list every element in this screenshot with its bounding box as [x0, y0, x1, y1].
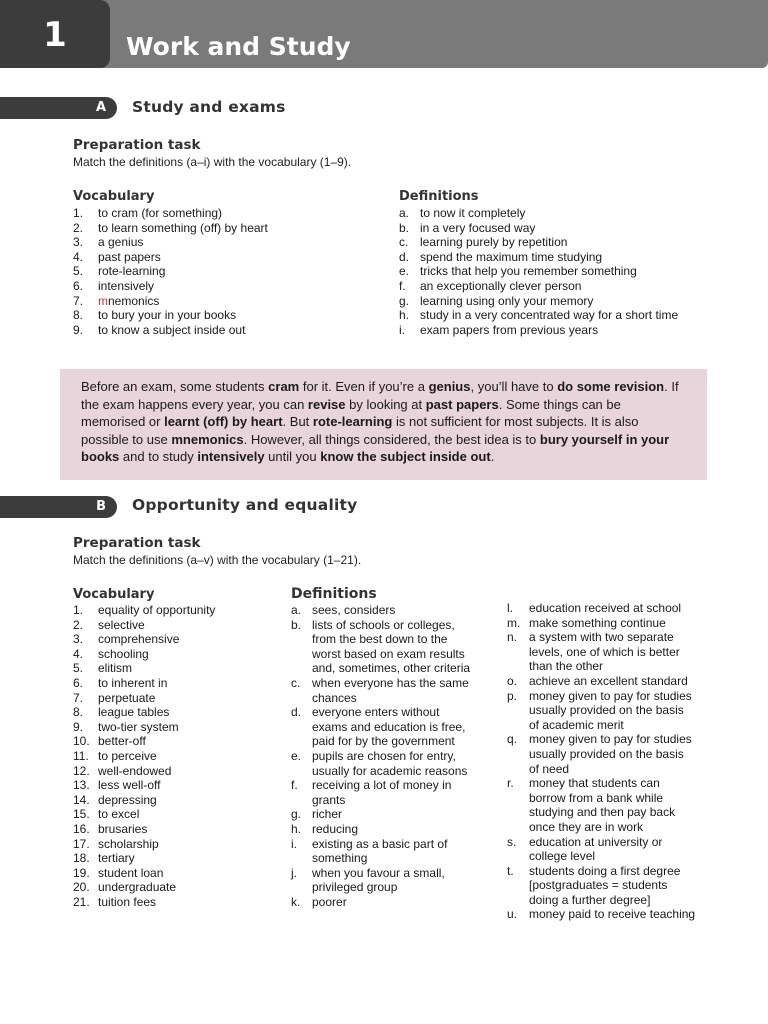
- list-item: [507, 689, 697, 733]
- item-text: education received at school: [529, 601, 682, 615]
- item-number: 13.: [73, 778, 90, 793]
- item-text: undergraduate: [98, 880, 177, 895]
- paragraph-text: Before an exam, some students: [81, 379, 269, 394]
- list-item: [73, 676, 273, 691]
- item-number: 2.: [73, 617, 84, 632]
- item-text: schooling: [98, 646, 149, 661]
- item-number: 14.: [73, 792, 90, 807]
- list-item: [73, 250, 373, 265]
- section-b-task-title: Preparation task: [73, 535, 201, 551]
- item-number: 8.: [73, 705, 84, 720]
- section-a-definitions-heading: Definitions: [399, 189, 479, 204]
- list-item: [291, 749, 476, 778]
- item-number: 19.: [73, 865, 90, 880]
- list-item: [73, 264, 373, 279]
- section-b-definitions-list-2: [507, 601, 697, 922]
- list-item: [73, 880, 273, 895]
- item-number: u.: [507, 907, 518, 922]
- list-item: [507, 630, 697, 674]
- item-text: comprehensive: [98, 632, 180, 647]
- list-item: [507, 674, 697, 689]
- bold-term: mnemonics: [171, 431, 244, 447]
- item-text: league tables: [98, 705, 170, 720]
- item-text: depressing: [98, 792, 157, 807]
- item-number: 9.: [73, 322, 84, 337]
- item-number: 11.: [73, 748, 89, 763]
- list-item: [73, 793, 273, 808]
- list-item: [73, 705, 273, 720]
- list-item: [507, 907, 697, 922]
- paragraph-text: . If the exam happens every year, you can: [81, 379, 679, 412]
- bold-term: do some revision: [557, 379, 665, 394]
- bold-term: intensively: [197, 449, 265, 465]
- bold-term: bury yourself in your books: [81, 431, 670, 465]
- list-item: [291, 866, 476, 895]
- bold-term: rote-learning: [312, 414, 393, 430]
- chapter-title: Work and Study: [126, 32, 351, 61]
- item-text: when everyone has the same chances: [312, 675, 469, 705]
- item-number: 17.: [73, 836, 90, 851]
- item-text: poorer: [312, 894, 347, 909]
- list-item: [73, 807, 273, 822]
- paragraph-text: by looking at: [345, 396, 426, 412]
- chapter-number: 1: [0, 0, 110, 68]
- item-text: exam papers from previous years: [420, 322, 599, 337]
- item-text: to bury your in your books: [98, 308, 237, 323]
- list-item: [291, 676, 476, 705]
- list-item: [399, 235, 689, 250]
- item-text: to cram (for something): [98, 206, 223, 220]
- item-number: e.: [291, 748, 302, 763]
- list-item: [399, 323, 689, 338]
- bold-term: past papers: [425, 396, 499, 412]
- item-number: 12.: [73, 763, 90, 778]
- item-number: l.: [507, 601, 513, 615]
- item-number: 1.: [73, 206, 84, 220]
- item-text: pupils are chosen for entry, usually for academic reasons: [312, 748, 468, 778]
- item-number: f.: [291, 778, 298, 793]
- item-number: 4.: [73, 249, 84, 264]
- list-item: [73, 206, 373, 221]
- list-item: [73, 603, 273, 618]
- item-text: past papers: [98, 249, 161, 264]
- item-number: h.: [291, 821, 302, 836]
- item-number: c.: [291, 675, 301, 690]
- paragraph-text: . Some things can be memorised or: [81, 396, 621, 430]
- item-text: rote-learning: [98, 264, 166, 279]
- item-number: r.: [507, 776, 514, 791]
- list-item: [73, 837, 273, 852]
- list-item: [73, 294, 373, 309]
- item-number: o.: [507, 673, 518, 688]
- section-a-tab: A: [0, 97, 117, 119]
- list-item: [73, 308, 373, 323]
- item-number: i.: [291, 836, 297, 851]
- item-number: 6.: [73, 675, 84, 690]
- list-item: [73, 720, 273, 735]
- bold-term: revise: [307, 396, 346, 412]
- list-item: [507, 616, 697, 631]
- item-text: tricks that help you remember something: [420, 264, 637, 279]
- item-text: equality of opportunity: [98, 603, 216, 617]
- bold-term: know the subject inside out: [320, 449, 491, 465]
- section-a-task-title: Preparation task: [73, 137, 201, 153]
- item-number: b.: [291, 617, 302, 632]
- list-item: [507, 776, 697, 834]
- item-number: 4.: [73, 646, 84, 661]
- summary-box: [60, 369, 707, 480]
- item-number: g.: [291, 807, 302, 822]
- item-text: reducing: [312, 821, 359, 836]
- bold-term: cram: [268, 379, 300, 394]
- list-item: [291, 603, 476, 618]
- chapter-header: [0, 0, 768, 68]
- item-text: money given to pay for studies usually provided on the basis of need: [529, 732, 692, 776]
- item-number: c.: [399, 235, 409, 250]
- item-number: q.: [507, 732, 518, 747]
- item-text: achieve an excellent standard: [529, 673, 688, 688]
- item-text: receiving a lot of money in grants: [312, 778, 452, 807]
- item-number: j.: [291, 865, 297, 880]
- item-text: [98, 294, 373, 309]
- item-number: m.: [507, 615, 521, 630]
- section-b-definitions-list-1: [291, 603, 476, 909]
- item-number: k.: [291, 894, 301, 909]
- bold-term: learnt (off) by heart: [164, 414, 283, 430]
- item-text: lists of schools or colleges, from the best down to the worst based on exam results and, sometimes, other criteria: [312, 617, 471, 676]
- item-number: 18.: [73, 851, 90, 866]
- list-item: [291, 895, 476, 910]
- list-item: [73, 618, 273, 633]
- item-number: 2.: [73, 220, 84, 235]
- list-item: [399, 294, 689, 309]
- item-number: d.: [291, 705, 302, 720]
- paragraph-text: is not sufficient for most subjects. It is also possible to use: [81, 414, 639, 447]
- list-item: [399, 250, 689, 265]
- item-text: to learn something (off) by heart: [98, 220, 268, 235]
- item-text: tertiary: [98, 851, 135, 866]
- item-text: money paid to receive teaching: [529, 907, 696, 922]
- list-item: [73, 221, 373, 236]
- item-number: 5.: [73, 264, 84, 279]
- item-text: sees, considers: [312, 603, 396, 617]
- item-number: g.: [399, 293, 410, 308]
- section-b-task-instruction: Match the definitions (a–v) with the vocabulary (1–21).: [73, 553, 362, 567]
- item-text: less well-off: [98, 778, 161, 793]
- item-text: money given to pay for studies usually provided on the basis of academic merit: [529, 688, 692, 732]
- item-number: 8.: [73, 308, 84, 323]
- item-number: 1.: [73, 603, 84, 617]
- list-item: [73, 895, 273, 910]
- list-item: [73, 661, 273, 676]
- list-item: [399, 206, 689, 221]
- list-item: [73, 279, 373, 294]
- list-item: [507, 732, 697, 776]
- list-item: [73, 632, 273, 647]
- paragraph-text: , you’ll have to: [470, 379, 558, 394]
- item-text: existing as a basic part of something: [312, 836, 448, 866]
- item-text: to know a subject inside out: [98, 322, 246, 337]
- item-text: tuition fees: [98, 894, 157, 909]
- item-text: to inherent in: [98, 675, 168, 690]
- item-number: e.: [399, 264, 410, 279]
- item-text: intensively: [98, 278, 155, 293]
- item-text: students doing a first degree [postgraduates = students doing a further degree]: [529, 863, 681, 907]
- list-item: [399, 308, 689, 323]
- item-text: a system with two separate levels, one of which is better than the other: [529, 630, 680, 674]
- list-item: [73, 778, 273, 793]
- list-item: [507, 601, 697, 616]
- item-number: f.: [399, 278, 406, 293]
- list-item: [73, 822, 273, 837]
- list-item: [73, 235, 373, 250]
- item-number: a.: [291, 603, 302, 617]
- item-number: 21.: [73, 894, 90, 909]
- item-text: spend the maximum time studying: [420, 249, 603, 264]
- item-text-rest: nemonics: [108, 293, 160, 308]
- paragraph-text: . But: [282, 414, 313, 430]
- item-text: learning using only your memory: [420, 293, 594, 308]
- list-item: [291, 778, 476, 807]
- list-item: [507, 835, 697, 864]
- section-b-vocab-heading: Vocabulary: [73, 587, 155, 602]
- list-item: [399, 279, 689, 294]
- section-a-task-instruction: Match the definitions (a–i) with the vocabulary (1–9).: [73, 155, 352, 169]
- section-a-vocab-heading: Vocabulary: [73, 189, 155, 204]
- item-text: when you favour a small, privileged group: [312, 865, 445, 895]
- item-text: two-tier system: [98, 719, 179, 734]
- item-text: education at university or college level: [529, 834, 663, 864]
- item-number: 16.: [73, 821, 90, 836]
- item-text: money that students can borrow from a bank while studying and then pay back once they are in work: [529, 776, 676, 834]
- list-item: [73, 851, 273, 866]
- item-number: 5.: [73, 661, 84, 676]
- item-text: make something continue: [529, 615, 666, 630]
- item-text: perpetuate: [98, 690, 156, 705]
- list-item: [291, 705, 476, 749]
- item-text: in a very focused way: [420, 220, 536, 235]
- list-item: [73, 323, 373, 338]
- paragraph-text: for it. Even if you’re a: [299, 379, 429, 394]
- item-number: p.: [507, 688, 518, 703]
- item-text: a genius: [98, 235, 144, 250]
- item-text: better-off: [98, 734, 146, 749]
- list-item: [73, 647, 273, 662]
- item-number: 15.: [73, 807, 90, 822]
- item-number: a.: [399, 206, 410, 220]
- item-number: 9.: [73, 719, 84, 734]
- highlighted-letter: m: [98, 293, 108, 308]
- section-b-vocab-list: [73, 603, 273, 909]
- item-text: selective: [98, 617, 145, 632]
- item-text: scholarship: [98, 836, 159, 851]
- section-b-definitions-heading: Definitions: [291, 586, 377, 602]
- list-item: [73, 691, 273, 706]
- list-item: [73, 749, 273, 764]
- item-number: 20.: [73, 880, 90, 895]
- section-a-definitions-list: [399, 206, 689, 337]
- item-number: i.: [399, 322, 405, 337]
- item-number: s.: [507, 834, 517, 849]
- list-item: [399, 221, 689, 236]
- item-number: 6.: [73, 278, 84, 293]
- item-number: d.: [399, 249, 410, 264]
- list-item: [73, 734, 273, 749]
- item-number: b.: [399, 220, 410, 235]
- item-number: 3.: [73, 235, 84, 250]
- item-text: to now it completely: [420, 206, 526, 220]
- list-item: [291, 822, 476, 837]
- paragraph-text: . However, all things considered, the best idea is to: [243, 431, 540, 447]
- item-text: richer: [312, 807, 343, 822]
- list-item: [291, 618, 476, 676]
- list-item: [291, 837, 476, 866]
- item-number: t.: [507, 863, 514, 878]
- item-text: to perceive: [98, 748, 157, 763]
- paragraph-text: .: [490, 449, 495, 465]
- item-text: study in a very concentrated way for a short time: [420, 308, 679, 323]
- item-number: h.: [399, 308, 410, 323]
- paragraph-text: and to study: [119, 449, 198, 465]
- item-number: n.: [507, 630, 518, 645]
- paragraph-text: until you: [264, 449, 321, 465]
- list-item: [507, 864, 697, 908]
- item-number: 10.: [73, 734, 90, 749]
- item-text: an exceptionally clever person: [420, 278, 582, 293]
- item-number: 7.: [73, 690, 84, 705]
- section-b-tab: B: [0, 496, 117, 518]
- bold-term: genius: [428, 379, 471, 394]
- item-text: student loan: [98, 865, 164, 880]
- section-b-title: Opportunity and equality: [132, 496, 358, 514]
- item-text: learning purely by repetition: [420, 235, 568, 250]
- section-a-title: Study and exams: [132, 98, 286, 116]
- section-a-vocab-list: [73, 206, 373, 337]
- item-text: everyone enters without exams and education is free, paid for by the government: [312, 705, 466, 749]
- item-text: brusaries: [98, 821, 148, 836]
- list-item: [73, 764, 273, 779]
- item-text: well-endowed: [98, 763, 172, 778]
- list-item: [399, 264, 689, 279]
- item-number: 3.: [73, 632, 84, 647]
- item-text: elitism: [98, 661, 133, 676]
- list-item: [291, 807, 476, 822]
- list-item: [73, 866, 273, 881]
- item-number: 7.: [73, 293, 84, 308]
- item-text: to excel: [98, 807, 140, 822]
